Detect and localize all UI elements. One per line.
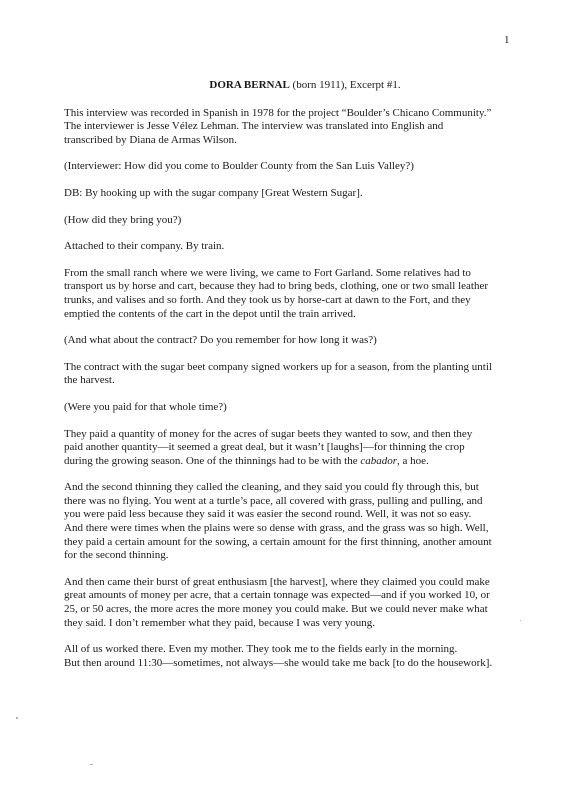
interviewer-question (64, 334, 546, 348)
title-name: DORA BERNAL (209, 79, 290, 91)
answer-paragraph (64, 643, 546, 670)
text-line: emptied the contents of the cart in the depot until the train arrived. (64, 307, 356, 320)
text-line: paid another quantity—it seemed a great deal, but it wasn’t [laughs]—for thinning the crop (64, 441, 465, 454)
text-line: All of us worked there. Even my mother. They took me to the fields early in the morning. (64, 643, 458, 656)
answer-paragraph (64, 428, 546, 469)
document-title (64, 79, 546, 93)
answer-paragraph (64, 361, 546, 388)
text-line: And there were times when the plains were so dense with grass, and the grass was so high. Well, (64, 522, 489, 535)
interviewer-question (64, 214, 546, 228)
text-line: But then around 11:30—sometimes, not always—she would take me back [to do the housework]. (64, 656, 493, 669)
text-line: The interviewer is Jesse Vélez Lehman. The interview was translated into English and (64, 120, 444, 133)
answer-paragraph (64, 187, 546, 201)
text-line: the harvest. (64, 374, 115, 387)
scan-speck (90, 764, 93, 765)
answer-paragraph (64, 576, 546, 630)
text-line: The contract with the sugar beet company signed workers up for a season, from the planting until (64, 360, 492, 373)
text-line: From the small ranch where we were living, we came to Fort Garland. Some relatives had to (64, 266, 471, 279)
intro-paragraph (64, 107, 546, 148)
interviewer-question (64, 401, 546, 415)
interviewer-question (64, 160, 546, 174)
page-number: 1 (504, 34, 510, 46)
text-line: And then came their burst of great enthusiasm [the harvest], where they claimed you could make (64, 575, 490, 588)
answer-paragraph (64, 240, 546, 254)
transcript-body (64, 79, 546, 683)
text-line: (Were you paid for that whole time?) (64, 400, 227, 413)
text-line: And the second thinning they called the cleaning, and they said you could fly through this, but (64, 481, 479, 494)
text-line: They paid a quantity of money for the acres of sugar beets they wanted to sow, and then they (64, 427, 473, 440)
text-line: transport us by horse and cart, because they had to bring beds, clothing, one or two small leather (64, 280, 488, 293)
text-line: there was no flying. You went at a turtle’s pace, all covered with grass, pulling and pulling, and (64, 494, 483, 507)
scan-speck (16, 717, 18, 719)
text-segment: , a hoe. (397, 454, 429, 467)
italic-word: cabador (360, 454, 398, 467)
text-line: they paid a certain amount for the sowing, a certain amount for the first thinning, another amount (64, 535, 492, 548)
answer-paragraph (64, 481, 546, 563)
text-line: (How did they bring you?) (64, 213, 182, 226)
text-line: you were paid less because they said it was easier the second round. Well, it was not so easy. (64, 508, 472, 521)
text-line: Attached to their company. By train. (64, 240, 225, 253)
text-line: 25, or 50 acres, the more acres the more money you could make. But we could never make what (64, 603, 488, 616)
text-line: great amounts of money per acre, that a certain tonnage was expected—and if you worked 10, or (64, 589, 490, 602)
text-line: they said. I don’t remember what they paid, because I was very young. (64, 616, 376, 629)
text-line: transcribed by Diana de Armas Wilson. (64, 133, 237, 146)
text-line: This interview was recorded in Spanish in 1978 for the project “Boulder’s Chicano Community.” (64, 106, 492, 119)
text-line: (And what about the contract? Do you remember for how long it was?) (64, 334, 377, 347)
title-rest: (born 1911), Excerpt #1. (289, 79, 401, 91)
text-line: for the second thinning. (64, 549, 169, 562)
text-segment: during the growing season. One of the thinnings had to be with the (64, 454, 361, 467)
answer-paragraph (64, 267, 546, 321)
text-line: DB: By hooking up with the sugar company [Great Western Sugar]. (64, 186, 363, 199)
text-line (64, 455, 546, 469)
scan-speck (520, 620, 521, 621)
text-line: (Interviewer: How did you come to Boulder County from the San Luis Valley?) (64, 160, 414, 173)
text-line: trunks, and valises and so forth. And they took us by horse-cart at dawn to the Fort, and they (64, 293, 471, 306)
